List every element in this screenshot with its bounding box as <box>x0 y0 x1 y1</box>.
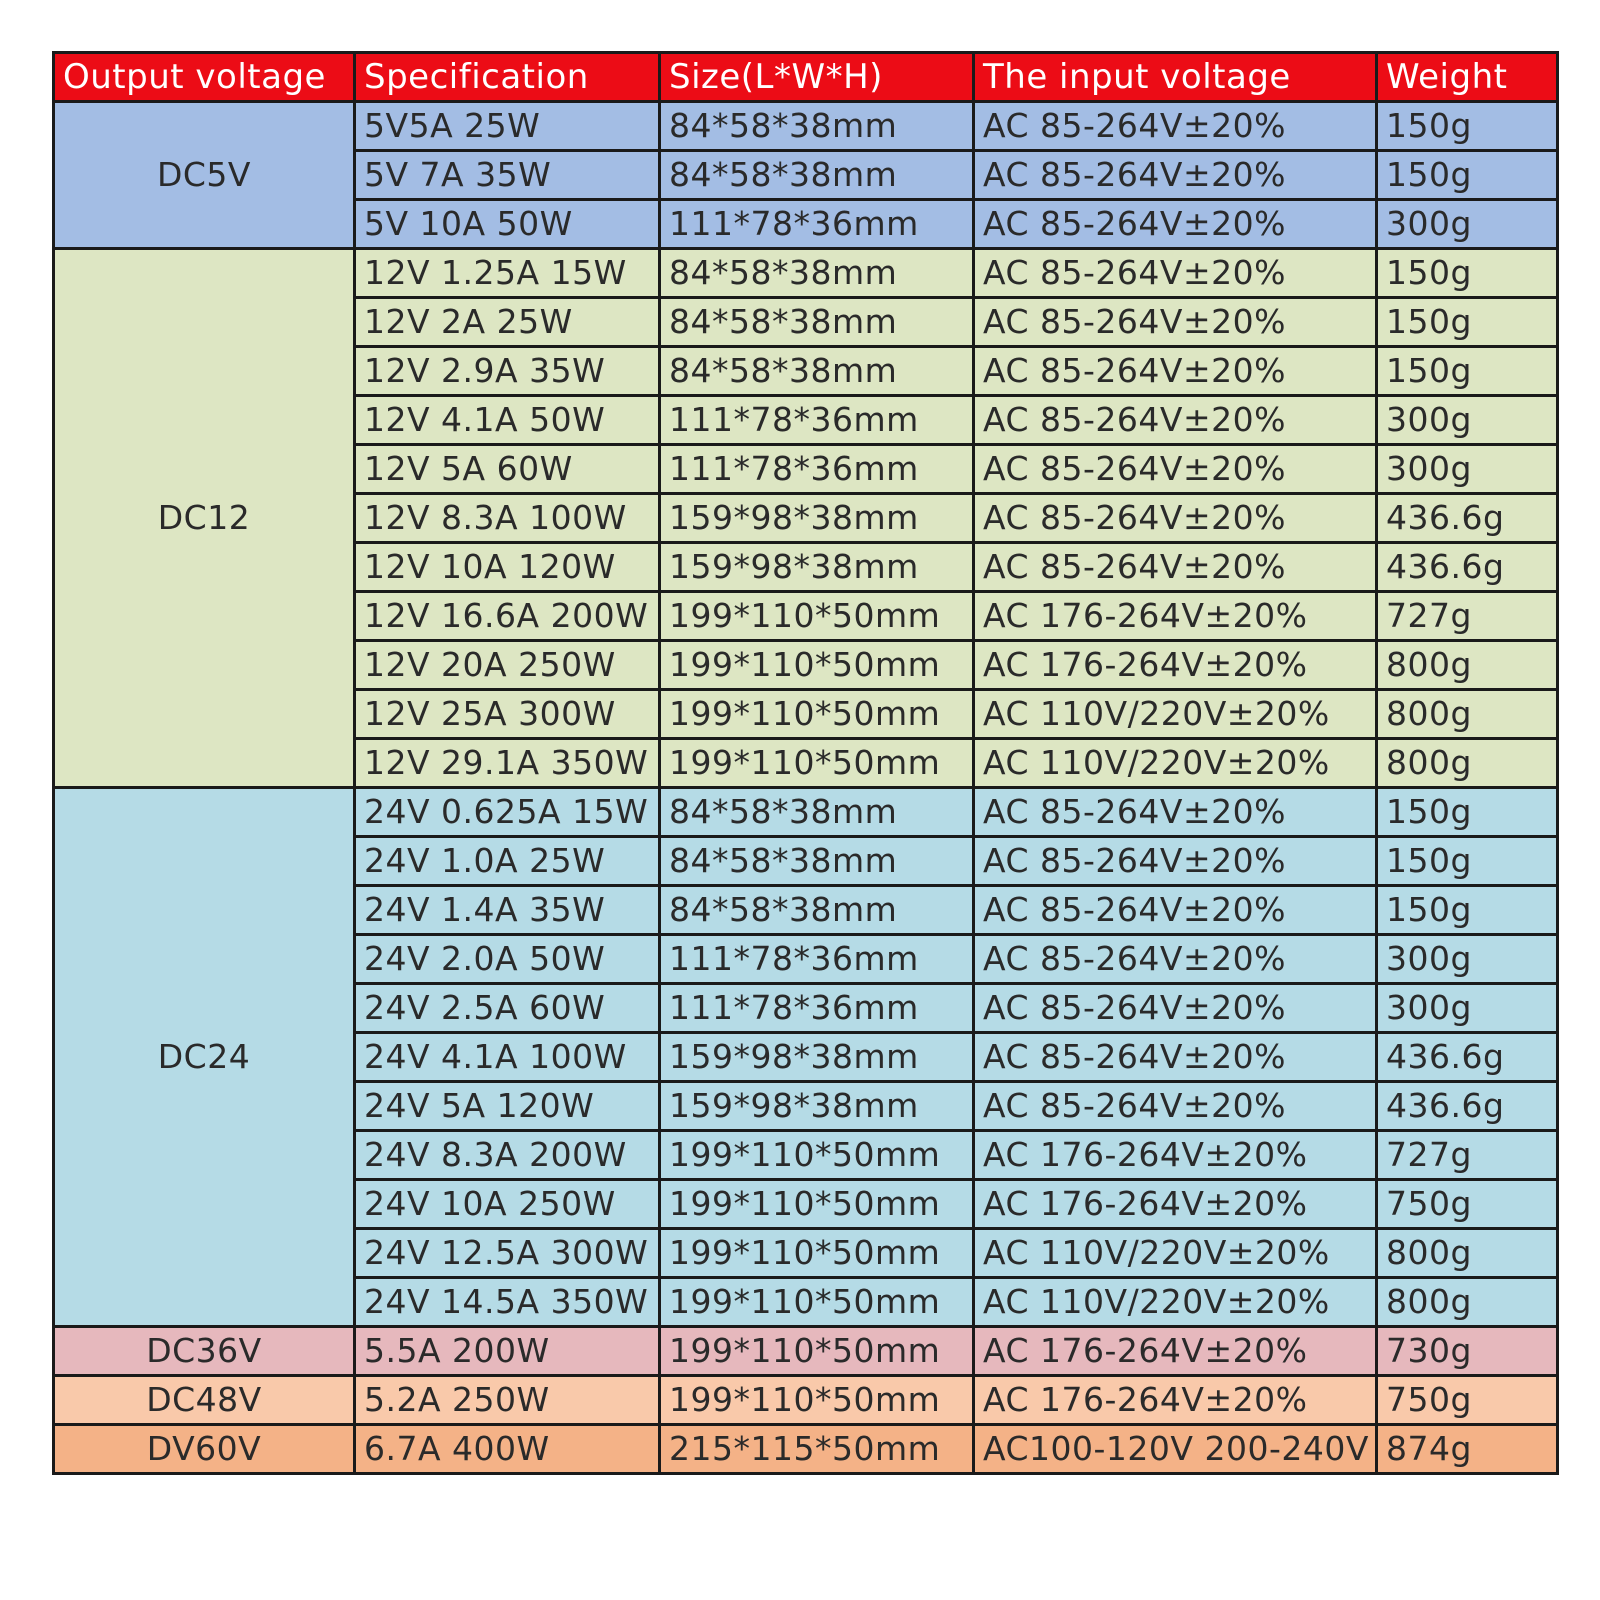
size-cell: 84*58*38mm <box>660 298 974 347</box>
input-voltage-cell: AC 85-264V±20% <box>974 788 1377 837</box>
specification-cell: 24V 4.1A 100W <box>355 1033 660 1082</box>
specification-cell: 5V5A 25W <box>355 102 660 151</box>
size-cell: 199*110*50mm <box>660 1229 974 1278</box>
weight-cell: 150g <box>1377 347 1558 396</box>
output-voltage-cell: DC36V <box>54 1327 355 1376</box>
weight-cell: 750g <box>1377 1180 1558 1229</box>
input-voltage-cell: AC 176-264V±20% <box>974 1327 1377 1376</box>
weight-cell: 436.6g <box>1377 1082 1558 1131</box>
size-cell: 111*78*36mm <box>660 935 974 984</box>
input-voltage-cell: AC 85-264V±20% <box>974 494 1377 543</box>
weight-cell: 800g <box>1377 739 1558 788</box>
weight-cell: 150g <box>1377 886 1558 935</box>
weight-cell: 800g <box>1377 690 1558 739</box>
header-input-voltage: The input voltage <box>974 53 1377 102</box>
weight-cell: 750g <box>1377 1376 1558 1425</box>
specification-cell: 24V 0.625A 15W <box>355 788 660 837</box>
size-cell: 111*78*36mm <box>660 984 974 1033</box>
weight-cell: 300g <box>1377 935 1558 984</box>
specification-cell: 12V 5A 60W <box>355 445 660 494</box>
input-voltage-cell: AC 176-264V±20% <box>974 592 1377 641</box>
input-voltage-cell: AC 110V/220V±20% <box>974 690 1377 739</box>
specification-cell: 12V 8.3A 100W <box>355 494 660 543</box>
specification-cell: 5V 7A 35W <box>355 151 660 200</box>
size-cell: 199*110*50mm <box>660 1180 974 1229</box>
weight-cell: 727g <box>1377 1131 1558 1180</box>
weight-cell: 874g <box>1377 1425 1558 1474</box>
weight-cell: 300g <box>1377 445 1558 494</box>
size-cell: 215*115*50mm <box>660 1425 974 1474</box>
input-voltage-cell: AC 176-264V±20% <box>974 1376 1377 1425</box>
header-weight: Weight <box>1377 53 1558 102</box>
size-cell: 84*58*38mm <box>660 151 974 200</box>
specification-cell: 12V 29.1A 350W <box>355 739 660 788</box>
table-row <box>54 1327 1558 1376</box>
size-cell: 159*98*38mm <box>660 494 974 543</box>
weight-cell: 730g <box>1377 1327 1558 1376</box>
specification-cell: 24V 2.5A 60W <box>355 984 660 1033</box>
input-voltage-cell: AC 110V/220V±20% <box>974 739 1377 788</box>
size-cell: 111*78*36mm <box>660 445 974 494</box>
output-voltage-cell: DC48V <box>54 1376 355 1425</box>
table-row <box>54 788 1558 837</box>
specification-cell: 24V 1.0A 25W <box>355 837 660 886</box>
size-cell: 199*110*50mm <box>660 592 974 641</box>
table-row <box>54 1425 1558 1474</box>
specification-cell: 12V 20A 250W <box>355 641 660 690</box>
header-specification: Specification <box>355 53 660 102</box>
size-cell: 84*58*38mm <box>660 788 974 837</box>
input-voltage-cell: AC 85-264V±20% <box>974 935 1377 984</box>
weight-cell: 150g <box>1377 249 1558 298</box>
input-voltage-cell: AC100-120V 200-240V <box>974 1425 1377 1474</box>
input-voltage-cell: AC 110V/220V±20% <box>974 1278 1377 1327</box>
table-row <box>54 249 1558 298</box>
specification-cell: 12V 25A 300W <box>355 690 660 739</box>
power-supply-spec-table <box>52 51 1559 1475</box>
size-cell: 199*110*50mm <box>660 641 974 690</box>
size-cell: 199*110*50mm <box>660 1131 974 1180</box>
weight-cell: 800g <box>1377 1229 1558 1278</box>
input-voltage-cell: AC 176-264V±20% <box>974 1180 1377 1229</box>
table-body <box>54 102 1558 1474</box>
weight-cell: 300g <box>1377 984 1558 1033</box>
specification-cell: 24V 8.3A 200W <box>355 1131 660 1180</box>
output-voltage-cell: DC12 <box>54 249 355 788</box>
weight-cell: 300g <box>1377 396 1558 445</box>
specification-cell: 24V 5A 120W <box>355 1082 660 1131</box>
weight-cell: 300g <box>1377 200 1558 249</box>
output-voltage-cell: DV60V <box>54 1425 355 1474</box>
specification-cell: 24V 14.5A 350W <box>355 1278 660 1327</box>
input-voltage-cell: AC 85-264V±20% <box>974 984 1377 1033</box>
header-size: Size(L*W*H) <box>660 53 974 102</box>
weight-cell: 800g <box>1377 1278 1558 1327</box>
size-cell: 199*110*50mm <box>660 1376 974 1425</box>
input-voltage-cell: AC 85-264V±20% <box>974 886 1377 935</box>
input-voltage-cell: AC 110V/220V±20% <box>974 1229 1377 1278</box>
weight-cell: 150g <box>1377 102 1558 151</box>
specification-cell: 5.2A 250W <box>355 1376 660 1425</box>
specification-cell: 12V 1.25A 15W <box>355 249 660 298</box>
table-row <box>54 1376 1558 1425</box>
specification-cell: 6.7A 400W <box>355 1425 660 1474</box>
specification-cell: 24V 2.0A 50W <box>355 935 660 984</box>
specification-cell: 12V 4.1A 50W <box>355 396 660 445</box>
weight-cell: 150g <box>1377 837 1558 886</box>
table-row <box>54 102 1558 151</box>
weight-cell: 727g <box>1377 592 1558 641</box>
weight-cell: 150g <box>1377 298 1558 347</box>
size-cell: 111*78*36mm <box>660 200 974 249</box>
input-voltage-cell: AC 85-264V±20% <box>974 249 1377 298</box>
size-cell: 111*78*36mm <box>660 396 974 445</box>
weight-cell: 150g <box>1377 151 1558 200</box>
specification-cell: 12V 10A 120W <box>355 543 660 592</box>
input-voltage-cell: AC 85-264V±20% <box>974 837 1377 886</box>
input-voltage-cell: AC 85-264V±20% <box>974 298 1377 347</box>
specification-cell: 24V 10A 250W <box>355 1180 660 1229</box>
input-voltage-cell: AC 85-264V±20% <box>974 102 1377 151</box>
input-voltage-cell: AC 85-264V±20% <box>974 543 1377 592</box>
specification-cell: 24V 12.5A 300W <box>355 1229 660 1278</box>
input-voltage-cell: AC 176-264V±20% <box>974 1131 1377 1180</box>
input-voltage-cell: AC 85-264V±20% <box>974 445 1377 494</box>
weight-cell: 436.6g <box>1377 543 1558 592</box>
size-cell: 199*110*50mm <box>660 690 974 739</box>
size-cell: 84*58*38mm <box>660 102 974 151</box>
size-cell: 159*98*38mm <box>660 1082 974 1131</box>
input-voltage-cell: AC 176-264V±20% <box>974 641 1377 690</box>
table-header <box>54 53 1558 102</box>
header-output-voltage: Output voltage <box>54 53 355 102</box>
specification-cell: 5V 10A 50W <box>355 200 660 249</box>
input-voltage-cell: AC 85-264V±20% <box>974 1082 1377 1131</box>
specification-cell: 12V 16.6A 200W <box>355 592 660 641</box>
size-cell: 159*98*38mm <box>660 1033 974 1082</box>
size-cell: 84*58*38mm <box>660 886 974 935</box>
size-cell: 199*110*50mm <box>660 1327 974 1376</box>
specification-cell: 24V 1.4A 35W <box>355 886 660 935</box>
weight-cell: 800g <box>1377 641 1558 690</box>
size-cell: 199*110*50mm <box>660 739 974 788</box>
input-voltage-cell: AC 85-264V±20% <box>974 151 1377 200</box>
input-voltage-cell: AC 85-264V±20% <box>974 1033 1377 1082</box>
weight-cell: 436.6g <box>1377 494 1558 543</box>
specification-cell: 12V 2A 25W <box>355 298 660 347</box>
weight-cell: 436.6g <box>1377 1033 1558 1082</box>
output-voltage-cell: DC5V <box>54 102 355 249</box>
weight-cell: 150g <box>1377 788 1558 837</box>
specification-cell: 5.5A 200W <box>355 1327 660 1376</box>
input-voltage-cell: AC 85-264V±20% <box>974 347 1377 396</box>
size-cell: 84*58*38mm <box>660 249 974 298</box>
specification-cell: 12V 2.9A 35W <box>355 347 660 396</box>
size-cell: 84*58*38mm <box>660 837 974 886</box>
size-cell: 84*58*38mm <box>660 347 974 396</box>
size-cell: 199*110*50mm <box>660 1278 974 1327</box>
input-voltage-cell: AC 85-264V±20% <box>974 200 1377 249</box>
size-cell: 159*98*38mm <box>660 543 974 592</box>
header-row <box>54 53 1558 102</box>
input-voltage-cell: AC 85-264V±20% <box>974 396 1377 445</box>
output-voltage-cell: DC24 <box>54 788 355 1327</box>
